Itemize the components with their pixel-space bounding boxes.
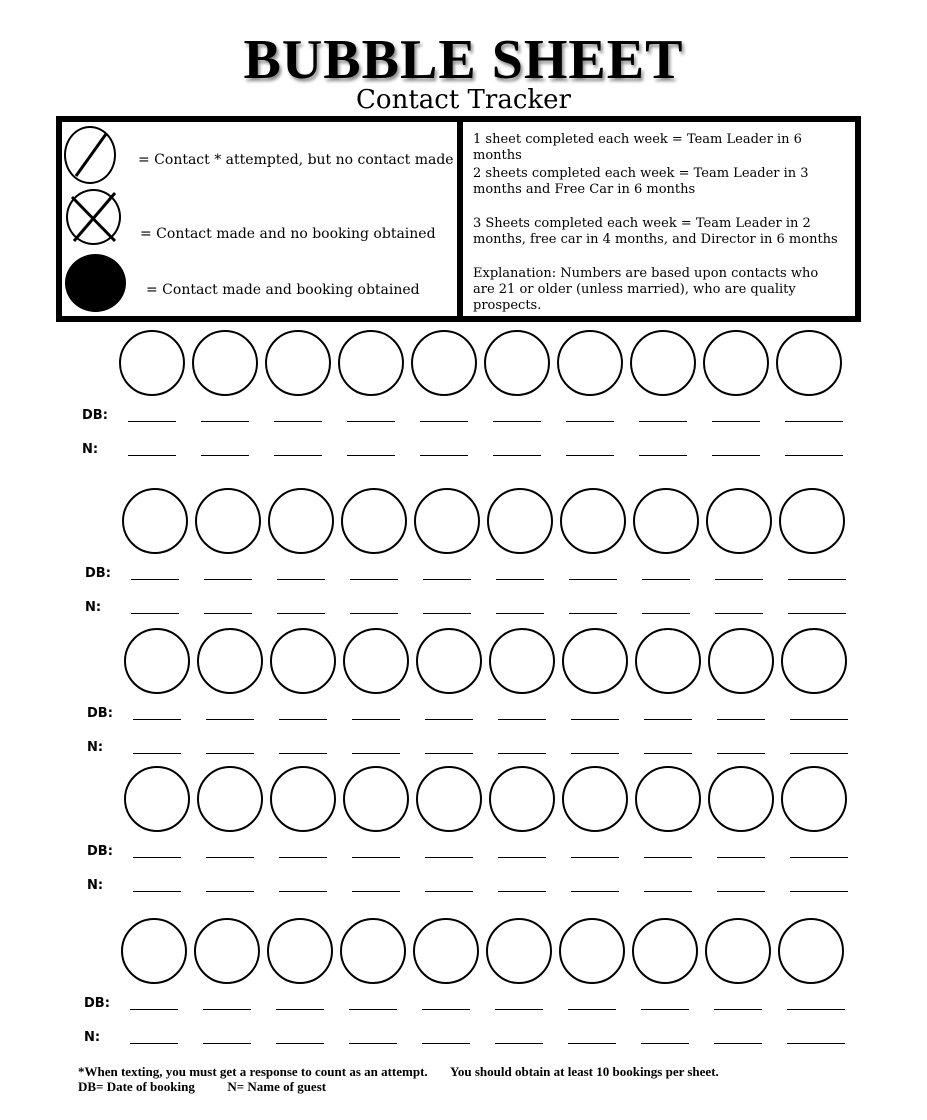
name-label: N: — [85, 600, 102, 615]
contact-bubble[interactable] — [486, 918, 552, 984]
date-of-booking-field[interactable] — [639, 421, 687, 422]
date-of-booking-field[interactable] — [714, 1009, 762, 1010]
contact-bubble[interactable] — [779, 488, 845, 554]
contact-bubble[interactable] — [121, 918, 187, 984]
date-of-booking-field[interactable] — [569, 579, 617, 580]
guest-name-field[interactable] — [347, 455, 395, 456]
page-title: BUBBLE SHEET — [243, 29, 684, 91]
date-of-booking-field[interactable] — [642, 579, 690, 580]
info-line-2: 2 sheets completed each week = Team Leader in 3 months and Free Car in 6 months — [473, 166, 809, 197]
contact-bubble[interactable] — [270, 628, 336, 694]
contact-bubble[interactable] — [267, 918, 333, 984]
contact-bubble[interactable] — [635, 766, 701, 832]
date-of-booking-label: DB: — [84, 996, 110, 1011]
contact-bubble[interactable] — [197, 628, 263, 694]
contact-bubble[interactable] — [560, 488, 626, 554]
guest-name-field[interactable] — [274, 455, 322, 456]
date-of-booking-field[interactable] — [349, 1009, 397, 1010]
slash-circle-icon — [64, 126, 116, 184]
guest-name-field[interactable] — [715, 613, 763, 614]
guest-name-field[interactable] — [785, 455, 843, 456]
date-of-booking-field[interactable] — [276, 1009, 324, 1010]
date-of-booking-field[interactable] — [352, 857, 400, 858]
guest-name-field[interactable] — [644, 891, 692, 892]
contact-bubble[interactable] — [632, 918, 698, 984]
contact-bubble[interactable] — [706, 488, 772, 554]
contact-bubble[interactable] — [124, 766, 190, 832]
guest-name-field[interactable] — [349, 1043, 397, 1044]
guest-name-field[interactable] — [425, 753, 473, 754]
contact-bubble[interactable] — [708, 766, 774, 832]
legend-label-no-booking: = Contact made and no booking obtained — [140, 226, 436, 242]
info-line-4: Explanation: Numbers are based upon contacts who are 21 or older (unless married), who are quality prospects. — [473, 266, 819, 313]
guest-name-field[interactable] — [279, 891, 327, 892]
date-of-booking-field[interactable] — [131, 579, 179, 580]
date-of-booking-field[interactable] — [571, 719, 619, 720]
guest-name-field[interactable] — [498, 753, 546, 754]
guest-name-field[interactable] — [204, 613, 252, 614]
date-of-booking-field[interactable] — [566, 421, 614, 422]
name-label: N: — [82, 442, 99, 457]
contact-bubble[interactable] — [781, 766, 847, 832]
guest-name-field[interactable] — [790, 753, 848, 754]
guest-name-field[interactable] — [717, 891, 765, 892]
guest-name-field[interactable] — [203, 1043, 251, 1044]
contact-bubble[interactable] — [703, 330, 769, 396]
contact-bubble[interactable] — [340, 918, 406, 984]
footer-note: *When texting, you must get a response to count as an attempt. You should obtain at least 10 bookings per sheet. — [78, 1064, 719, 1079]
guest-name-field[interactable] — [277, 613, 325, 614]
contact-bubble[interactable] — [489, 628, 555, 694]
date-of-booking-label: DB: — [87, 844, 113, 859]
guest-name-field[interactable] — [279, 753, 327, 754]
date-of-booking-field[interactable] — [644, 719, 692, 720]
date-of-booking-field[interactable] — [350, 579, 398, 580]
contact-bubble[interactable] — [776, 330, 842, 396]
date-of-booking-label: DB: — [82, 408, 108, 423]
contact-bubble[interactable] — [487, 488, 553, 554]
info-line-3: 3 Sheets completed each week = Team Leader in 2 months, free car in 4 months, and Director in 6 months — [473, 216, 838, 247]
guest-name-field[interactable] — [493, 455, 541, 456]
guest-name-field[interactable] — [276, 1043, 324, 1044]
contact-bubble[interactable] — [708, 628, 774, 694]
date-of-booking-field[interactable] — [498, 719, 546, 720]
x-circle-icon — [66, 189, 121, 245]
guest-name-field[interactable] — [498, 891, 546, 892]
contact-bubble[interactable] — [192, 330, 258, 396]
date-of-booking-field[interactable] — [785, 421, 843, 422]
guest-name-field[interactable] — [422, 1043, 470, 1044]
legend-divider — [457, 116, 463, 322]
date-of-booking-field[interactable] — [279, 719, 327, 720]
contact-bubble[interactable] — [414, 488, 480, 554]
date-of-booking-field[interactable] — [422, 1009, 470, 1010]
date-of-booking-field[interactable] — [498, 857, 546, 858]
date-of-booking-field[interactable] — [203, 1009, 251, 1010]
guest-name-field[interactable] — [128, 455, 176, 456]
contact-bubble[interactable] — [562, 628, 628, 694]
date-of-booking-field[interactable] — [206, 857, 254, 858]
date-of-booking-field[interactable] — [788, 579, 846, 580]
guest-name-field[interactable] — [352, 753, 400, 754]
name-label: N: — [87, 740, 104, 755]
contact-bubble[interactable] — [416, 628, 482, 694]
guest-name-field[interactable] — [425, 891, 473, 892]
date-of-booking-field[interactable] — [133, 857, 181, 858]
contact-bubble[interactable] — [705, 918, 771, 984]
date-of-booking-field[interactable] — [568, 1009, 616, 1010]
guest-name-field[interactable] — [571, 891, 619, 892]
date-of-booking-field[interactable] — [644, 857, 692, 858]
contact-bubble[interactable] — [195, 488, 261, 554]
contact-bubble[interactable] — [778, 918, 844, 984]
guest-name-field[interactable] — [130, 1043, 178, 1044]
guest-name-field[interactable] — [495, 1043, 543, 1044]
date-of-booking-field[interactable] — [206, 719, 254, 720]
info-line-1: 1 sheet completed each week = Team Leader in 6 months — [473, 132, 802, 163]
filled-circle-icon — [65, 254, 126, 312]
guest-name-field[interactable] — [787, 1043, 845, 1044]
date-of-booking-label: DB: — [87, 706, 113, 721]
page-subtitle: Contact Tracker — [356, 85, 571, 115]
date-of-booking-field[interactable] — [717, 719, 765, 720]
date-of-booking-field[interactable] — [201, 421, 249, 422]
contact-bubble[interactable] — [270, 766, 336, 832]
contact-bubble[interactable] — [124, 628, 190, 694]
date-of-booking-field[interactable] — [425, 857, 473, 858]
contact-bubble[interactable] — [484, 330, 550, 396]
contact-bubble[interactable] — [562, 766, 628, 832]
date-of-booking-field[interactable] — [571, 857, 619, 858]
contact-bubble[interactable] — [119, 330, 185, 396]
contact-bubble[interactable] — [416, 766, 482, 832]
contact-bubble[interactable] — [343, 766, 409, 832]
guest-name-field[interactable] — [201, 455, 249, 456]
legend-label-attempted: = Contact * attempted, but no contact made — [138, 152, 454, 168]
legend-label-booking: = Contact made and booking obtained — [146, 282, 420, 298]
contact-bubble[interactable] — [338, 330, 404, 396]
date-of-booking-label: DB: — [85, 566, 111, 581]
guest-name-field[interactable] — [133, 753, 181, 754]
guest-name-field[interactable] — [644, 753, 692, 754]
guest-name-field[interactable] — [790, 891, 848, 892]
contact-bubble[interactable] — [343, 628, 409, 694]
guest-name-field[interactable] — [714, 1043, 762, 1044]
contact-bubble[interactable] — [559, 918, 625, 984]
date-of-booking-field[interactable] — [495, 1009, 543, 1010]
date-of-booking-field[interactable] — [425, 719, 473, 720]
guest-name-field[interactable] — [641, 1043, 689, 1044]
guest-name-field[interactable] — [206, 753, 254, 754]
guest-name-field[interactable] — [642, 613, 690, 614]
guest-name-field[interactable] — [420, 455, 468, 456]
guest-name-field[interactable] — [496, 613, 544, 614]
date-of-booking-field[interactable] — [717, 857, 765, 858]
date-of-booking-field[interactable] — [420, 421, 468, 422]
contact-bubble[interactable] — [265, 330, 331, 396]
name-label: N: — [87, 878, 104, 893]
guest-name-field[interactable] — [133, 891, 181, 892]
contact-bubble[interactable] — [268, 488, 334, 554]
date-of-booking-field[interactable] — [712, 421, 760, 422]
date-of-booking-field[interactable] — [352, 719, 400, 720]
contact-bubble[interactable] — [489, 766, 555, 832]
date-of-booking-field[interactable] — [279, 857, 327, 858]
date-of-booking-field[interactable] — [790, 719, 848, 720]
guest-name-field[interactable] — [717, 753, 765, 754]
date-of-booking-field[interactable] — [423, 579, 471, 580]
contact-bubble[interactable] — [630, 330, 696, 396]
guest-name-field[interactable] — [712, 455, 760, 456]
guest-name-field[interactable] — [568, 1043, 616, 1044]
date-of-booking-field[interactable] — [130, 1009, 178, 1010]
date-of-booking-field[interactable] — [204, 579, 252, 580]
date-of-booking-field[interactable] — [715, 579, 763, 580]
guest-name-field[interactable] — [788, 613, 846, 614]
date-of-booking-field[interactable] — [347, 421, 395, 422]
contact-bubble[interactable] — [197, 766, 263, 832]
date-of-booking-field[interactable] — [787, 1009, 845, 1010]
name-label: N: — [84, 1030, 101, 1045]
contact-bubble[interactable] — [557, 330, 623, 396]
guest-name-field[interactable] — [566, 455, 614, 456]
date-of-booking-field[interactable] — [641, 1009, 689, 1010]
contact-bubble[interactable] — [122, 488, 188, 554]
date-of-booking-field[interactable] — [493, 421, 541, 422]
guest-name-field[interactable] — [131, 613, 179, 614]
contact-bubble[interactable] — [781, 628, 847, 694]
contact-bubble[interactable] — [635, 628, 701, 694]
contact-bubble[interactable] — [341, 488, 407, 554]
date-of-booking-field[interactable] — [790, 857, 848, 858]
date-of-booking-field[interactable] — [128, 421, 176, 422]
guest-name-field[interactable] — [569, 613, 617, 614]
contact-bubble[interactable] — [413, 918, 479, 984]
contact-bubble[interactable] — [633, 488, 699, 554]
date-of-booking-field[interactable] — [496, 579, 544, 580]
guest-name-field[interactable] — [423, 613, 471, 614]
guest-name-field[interactable] — [352, 891, 400, 892]
date-of-booking-field[interactable] — [274, 421, 322, 422]
guest-name-field[interactable] — [350, 613, 398, 614]
date-of-booking-field[interactable] — [277, 579, 325, 580]
contact-bubble[interactable] — [411, 330, 477, 396]
guest-name-field[interactable] — [639, 455, 687, 456]
contact-bubble[interactable] — [194, 918, 260, 984]
date-of-booking-field[interactable] — [133, 719, 181, 720]
guest-name-field[interactable] — [206, 891, 254, 892]
guest-name-field[interactable] — [571, 753, 619, 754]
footer-legend: DB= Date of booking N= Name of guest — [78, 1079, 327, 1094]
